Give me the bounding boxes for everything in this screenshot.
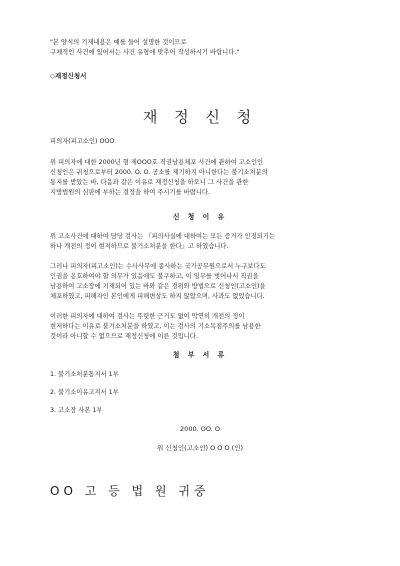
applicant-signature: 위 신청인(고소인) O O O (인) [156, 444, 244, 452]
court-addressee: OO 고 등 법 원 귀중 [50, 484, 210, 498]
reason-para3-line-2: 현저하다는 이유로 불기소처분을 하였고, 이는 검사의 기소독점주의를 남용한 [50, 323, 261, 330]
notice-line-1: "본 양식의 기재내용은 예를 들어 설명한 것이므로 [50, 39, 187, 46]
reason-para1-line-1: 위 고소사건에 대하여 담당 검사는 『피의사실에 대하여는 모든 증거가 인정되기는 [50, 233, 276, 240]
document-title: 재 정 신 청 [142, 108, 258, 126]
intro-line-1: 위 피의자에 대한 2000년 형 제OOO호 직권남용체포 사건에 관하여 고소인인 [50, 159, 264, 166]
applicant-line: 피의자(피고소인) OOO [50, 138, 115, 145]
document-date: 2000. OO. O [180, 425, 220, 433]
attachment-item-2: 2. 불기소이유고지서 1부 [50, 389, 119, 396]
attachments-heading: 첨 부 서 류 [172, 351, 228, 359]
attachment-item-3: 3. 고소장 사본 1부 [50, 407, 103, 414]
reason-para2-line-2: 인권을 옹호하여야 할 의무가 있음에도 불구하고, 이 임무를 벗어나서 직권을 [50, 273, 259, 280]
form-label: ◇재정신청서 [50, 72, 87, 80]
reason-para3-line-1: 이러한 피의자에 대하여 검사는 뚜렷한 근거도 없이 막연히 개전의 정이 [50, 313, 245, 320]
reason-para3-line-3: 것이라 아니할 수 없으므로 재정신청에 이른 것입니다. [50, 333, 198, 340]
reason-para2-line-3: 남용하여 고소장에 기재되어 있는 바와 같은 경위와 방법으로 신청인(고소인)을 [50, 283, 266, 290]
attachment-item-1: 1. 불기소처분통지서 1부 [50, 371, 119, 378]
notice-line-2: 구체적인 사건에 있어서는 사건 유형에 맞추어 작성하시기 바랍니다." [50, 49, 240, 56]
reason-heading: 신 청 이 유 [172, 213, 228, 221]
intro-line-3: 통지를 받았는 바, 다음과 같은 이유로 재정신청을 하오니 그 사건을 관한 [50, 179, 249, 186]
reason-para2-line-4: 체포하였고, 피해자인 본인에게 피해변상도 하지 않았으며, 사과도 없었습니다. [50, 293, 265, 300]
intro-line-2: 신청인은 귀청으로부터 2000. O. O. 공소를 제기하지 아니한다는 불기소처분의 [50, 169, 268, 176]
intro-line-4: 지방법원의 심판에 부하는 결정을 하여 주시기를 바랍니다. [50, 189, 210, 196]
reason-para2-line-1: 그러나 피의자(피고소인)는 수사사무에 종사하는 국가공무원으로서 누구보다도 [50, 263, 266, 270]
reason-para1-line-2: 하나 개전의 정이 현저하므로 불기소처분을 한다』고 하였습니다. [50, 243, 229, 250]
